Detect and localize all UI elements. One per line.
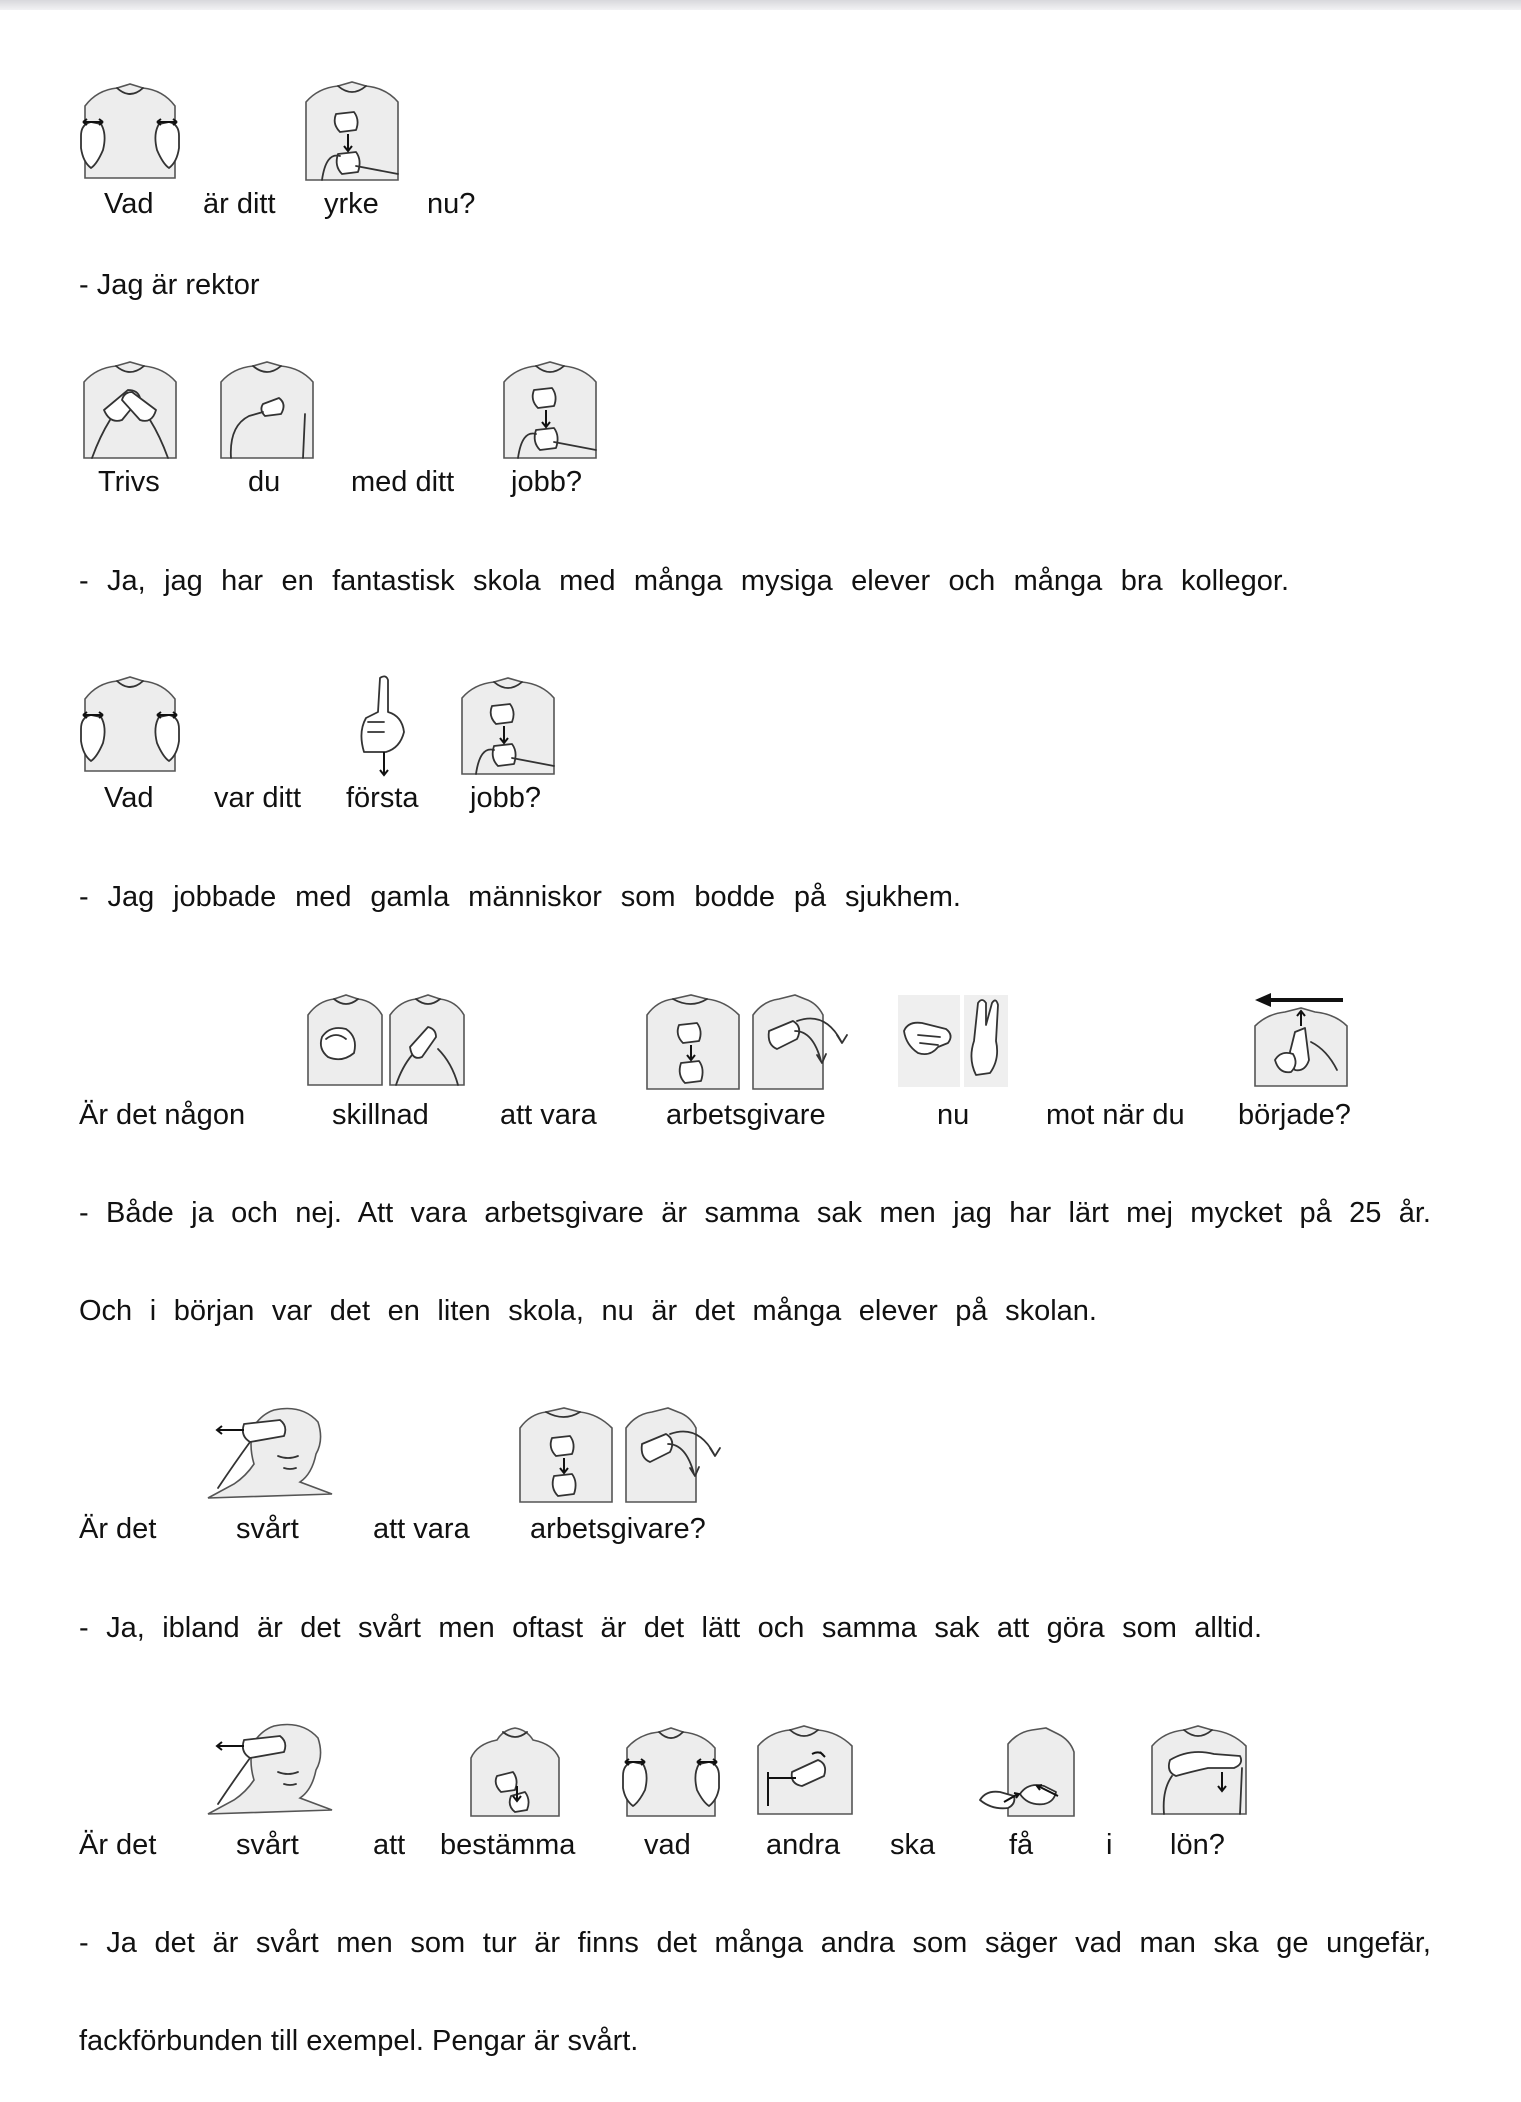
sign-arbetsgivare-illustration-2: [518, 1404, 734, 1504]
q1-word-4: nu?: [427, 188, 476, 220]
sign-trivs-illustration: [82, 356, 180, 460]
q3-word-3: första: [346, 782, 419, 814]
sign-andra-illustration: [756, 1720, 856, 1816]
q2-word-3: med ditt: [351, 466, 455, 498]
answer-6-line-2: fackförbunden till exempel. Pengar är svårt.: [79, 2025, 639, 2057]
sign-bestamma-illustration: [467, 1718, 563, 1818]
q6-word-9: i: [1106, 1829, 1113, 1861]
answer-4-line-2: Och i början var det en liten skola, nu är det många elever på skolan.: [79, 1295, 1097, 1327]
q1-word-3: yrke: [324, 188, 379, 220]
q5-word-3: att vara: [373, 1513, 470, 1545]
q3-word-4: jobb?: [470, 782, 541, 814]
sign-jobb-illustration: [502, 356, 600, 460]
q4-word-2: skillnad: [332, 1099, 429, 1131]
q4-word-5: nu: [937, 1099, 970, 1131]
q4-word-6: mot när du: [1046, 1099, 1185, 1131]
q3-word-1: Vad: [104, 782, 154, 814]
q6-word-3: att: [373, 1829, 406, 1861]
q6-word-5: vad: [644, 1829, 691, 1861]
q6-word-1: Är det: [79, 1829, 157, 1861]
q1-word-1: Vad: [104, 188, 154, 220]
q6-word-7: ska: [890, 1829, 936, 1861]
sign-fa-illustration: [974, 1722, 1078, 1818]
q4-word-1: Är det någon: [79, 1099, 246, 1131]
sign-lon-illustration: [1150, 1720, 1250, 1816]
q3-word-2: var ditt: [214, 782, 302, 814]
answer-1: - Jag är rektor: [79, 269, 260, 301]
answer-3: - Jag jobbade med gamla människor som bodde på sjukhem.: [79, 881, 961, 913]
q4-word-3: att vara: [500, 1099, 597, 1131]
q5-word-1: Är det: [79, 1513, 157, 1545]
answer-6-line-1: - Ja det är svårt men som tur är finns det många andra som säger vad man ska ge ungefär,: [79, 1927, 1431, 1959]
answer-4-line-1: - Både ja och nej. Att vara arbetsgivare är samma sak men jag har lärt mej mycket på 25 år.: [79, 1197, 1431, 1229]
q1-word-2: är ditt: [203, 188, 276, 220]
q6-word-6: andra: [766, 1829, 841, 1861]
q4-word-7: började?: [1238, 1099, 1351, 1131]
sign-vad-illustration: [77, 78, 183, 180]
q2-word-4: jobb?: [511, 466, 582, 498]
sign-arbetsgivare-illustration: [645, 991, 861, 1091]
answer-5: - Ja, ibland är det svårt men oftast är det lätt och samma sak att göra som alltid.: [79, 1612, 1262, 1644]
sign-borjade-illustration: [1251, 990, 1351, 1088]
q5-word-4: arbetsgivare?: [530, 1513, 706, 1545]
sign-forsta-illustration: [354, 672, 414, 778]
q4-word-4: arbetsgivare: [666, 1099, 826, 1131]
sign-jobb-illustration-2: [460, 672, 558, 776]
sign-yrke-illustration: [302, 78, 402, 182]
sign-vad-illustration-3: [619, 1722, 723, 1818]
q6-word-2: svårt: [236, 1829, 299, 1861]
q6-word-8: få: [1009, 1829, 1034, 1861]
sign-nu-illustration: [898, 995, 1008, 1087]
q5-word-2: svårt: [236, 1513, 299, 1545]
sign-svart-illustration: [204, 1404, 336, 1500]
q6-word-10: lön?: [1170, 1829, 1225, 1861]
q6-word-4: bestämma: [440, 1829, 576, 1861]
sign-svart-illustration-2: [204, 1720, 336, 1816]
q2-word-2: du: [248, 466, 281, 498]
sign-du-illustration: [219, 356, 317, 460]
sign-skillnad-illustration: [306, 991, 466, 1087]
q2-word-1: Trivs: [98, 466, 160, 498]
answer-2: - Ja, jag har en fantastisk skola med många mysiga elever och många bra kollegor.: [79, 565, 1289, 597]
sign-vad-illustration-2: [77, 671, 183, 773]
